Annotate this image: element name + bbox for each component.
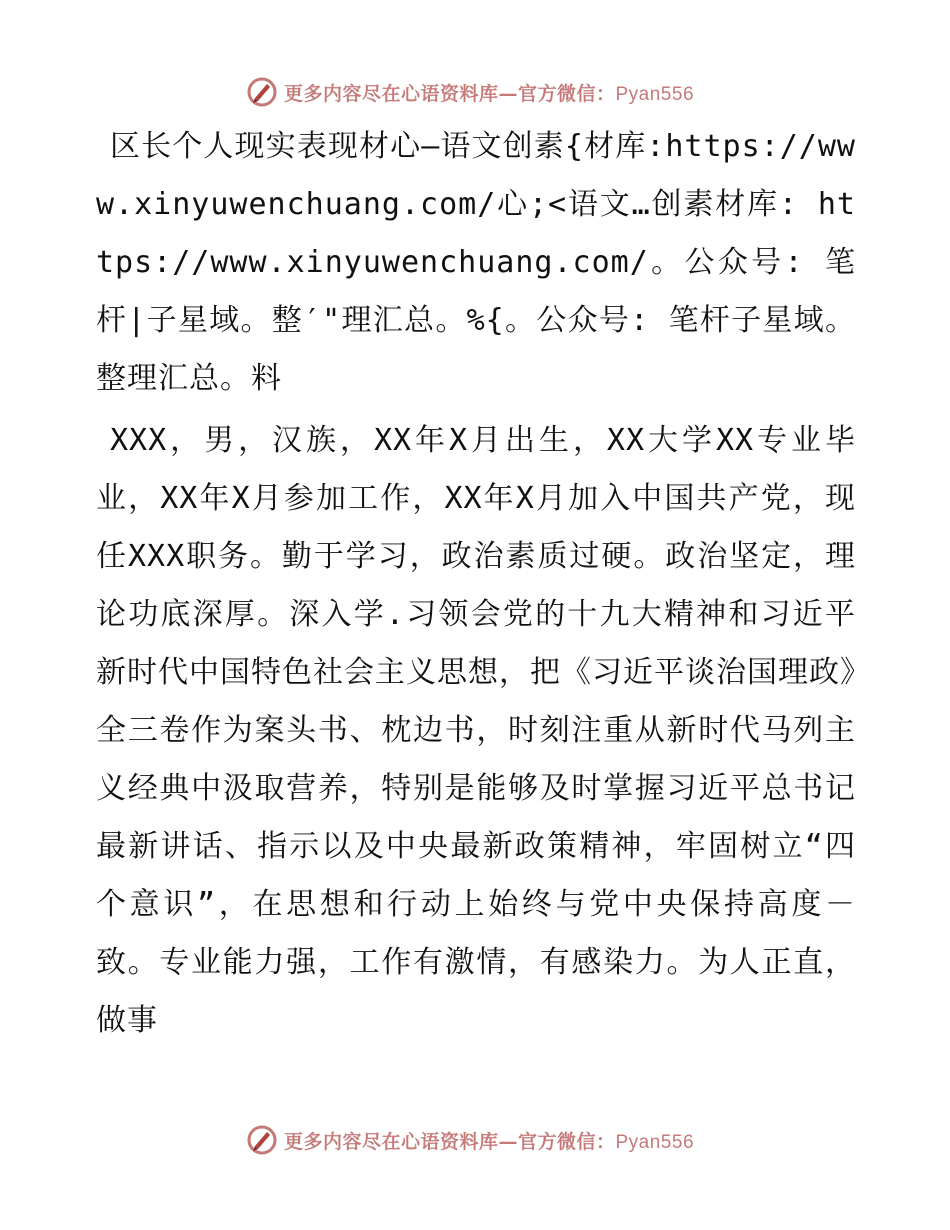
paragraph-title-intro: 区长个人现实表现材心—语文创素{材库:https://www.xinyuwenchuang.com/心;<语文…创素材库: https://www.xinyuwenchuang.com/。公众号: 笔杆|子星域。整′"理汇总。%{。公众号: 笔杆子星域。整理汇总。料 — [96, 129, 856, 396]
banner-text-cn: 更多内容尽在心语资料库—官方微信： — [283, 82, 616, 105]
banner-text — [284, 79, 694, 106]
banner-text — [284, 1127, 694, 1154]
banner-text-latin: Pyan556 — [615, 1131, 695, 1153]
banner-text-cn: 更多内容尽在心语资料库—官方微信： — [283, 1130, 616, 1153]
document-body — [96, 118, 856, 1050]
paragraph-profile: XXX，男，汉族，XX年X月出生，XX大学XX专业毕业，XX年X月参加工作，XX年X月加入中国共产党，现任XXX职务。勤于学习，政治素质过硬。政治坚定，理论功底深厚。深入学.习领会党的十九大精神和习近平新时代中国特色社会主义思想，把《习近平谈治国理政》全三卷作为案头书、枕边书，时刻注重从新时代马列主义经典中汲取营养，特别是能够及时掌握习近平总书记最新讲话、指示以及中央最新政策精神，牢固树立“四个意识”，在思想和行动上始终与党中央保持高度－致。专业能力强，工作有激情，有感染力。为人正直，做事 — [96, 423, 856, 1038]
pen-circle-logo-icon — [246, 1124, 278, 1156]
footer-banner — [0, 1120, 950, 1160]
header-banner — [0, 72, 950, 112]
banner-text-latin: Pyan556 — [615, 83, 695, 105]
pen-circle-logo-icon — [246, 76, 278, 108]
